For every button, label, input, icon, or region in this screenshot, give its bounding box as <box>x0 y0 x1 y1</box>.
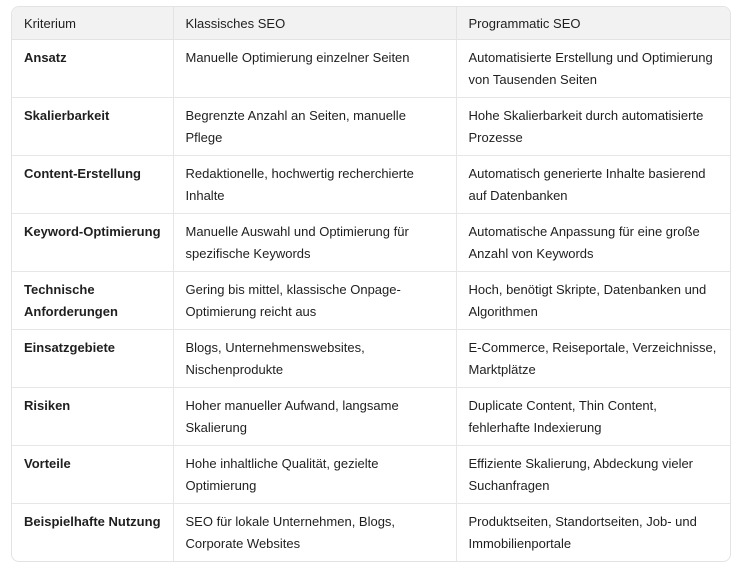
seo-comparison-table <box>12 7 730 561</box>
classic-seo-cell: Manuelle Auswahl und Optimierung für spezifische Keywords <box>173 214 456 272</box>
programmatic-seo-cell: Produktseiten, Standortseiten, Job- und Immobilienportale <box>456 504 730 562</box>
programmatic-seo-cell: Hoch, benötigt Skripte, Datenbanken und Algorithmen <box>456 272 730 330</box>
classic-seo-cell: Redaktionelle, hochwertig recherchierte Inhalte <box>173 156 456 214</box>
header-criterion: Kriterium <box>12 7 173 40</box>
table-row <box>12 330 730 388</box>
criterion-cell: Risiken <box>12 388 173 446</box>
header-classic-seo: Klassisches SEO <box>173 7 456 40</box>
header-row <box>12 7 730 40</box>
table-row <box>12 98 730 156</box>
table-row <box>12 214 730 272</box>
classic-seo-cell: Manuelle Optimierung einzelner Seiten <box>173 40 456 98</box>
table-body <box>12 40 730 562</box>
programmatic-seo-cell: Effiziente Skalierung, Abdeckung vieler Suchanfragen <box>456 446 730 504</box>
criterion-cell: Content-Erstellung <box>12 156 173 214</box>
classic-seo-cell: Hoher manueller Aufwand, langsame Skalierung <box>173 388 456 446</box>
programmatic-seo-cell: E-Commerce, Reiseportale, Verzeichnisse, Marktplätze <box>456 330 730 388</box>
criterion-cell: Einsatzgebiete <box>12 330 173 388</box>
programmatic-seo-cell: Automatisierte Erstellung und Optimierung von Tausenden Seiten <box>456 40 730 98</box>
comparison-table <box>11 6 731 562</box>
criterion-cell: Skalierbarkeit <box>12 98 173 156</box>
programmatic-seo-cell: Duplicate Content, Thin Content, fehlerhafte Indexierung <box>456 388 730 446</box>
table-row <box>12 156 730 214</box>
table-header <box>12 7 730 40</box>
table-row <box>12 388 730 446</box>
classic-seo-cell: SEO für lokale Unternehmen, Blogs, Corporate Websites <box>173 504 456 562</box>
programmatic-seo-cell: Automatische Anpassung für eine große Anzahl von Keywords <box>456 214 730 272</box>
classic-seo-cell: Hohe inhaltliche Qualität, gezielte Optimierung <box>173 446 456 504</box>
table-row <box>12 504 730 562</box>
table-row <box>12 40 730 98</box>
programmatic-seo-cell: Automatisch generierte Inhalte basierend auf Datenbanken <box>456 156 730 214</box>
criterion-cell: Beispielhafte Nutzung <box>12 504 173 562</box>
criterion-cell: Keyword-Optimierung <box>12 214 173 272</box>
programmatic-seo-cell: Hohe Skalierbarkeit durch automatisierte Prozesse <box>456 98 730 156</box>
classic-seo-cell: Begrenzte Anzahl an Seiten, manuelle Pflege <box>173 98 456 156</box>
classic-seo-cell: Blogs, Unternehmenswebsites, Nischenprodukte <box>173 330 456 388</box>
classic-seo-cell: Gering bis mittel, klassische Onpage-Optimierung reicht aus <box>173 272 456 330</box>
table-row <box>12 272 730 330</box>
criterion-cell: Vorteile <box>12 446 173 504</box>
header-programmatic-seo: Programmatic SEO <box>456 7 730 40</box>
criterion-cell: Ansatz <box>24 50 67 65</box>
table-row <box>12 446 730 504</box>
criterion-cell: Technische Anforderungen <box>12 272 173 330</box>
